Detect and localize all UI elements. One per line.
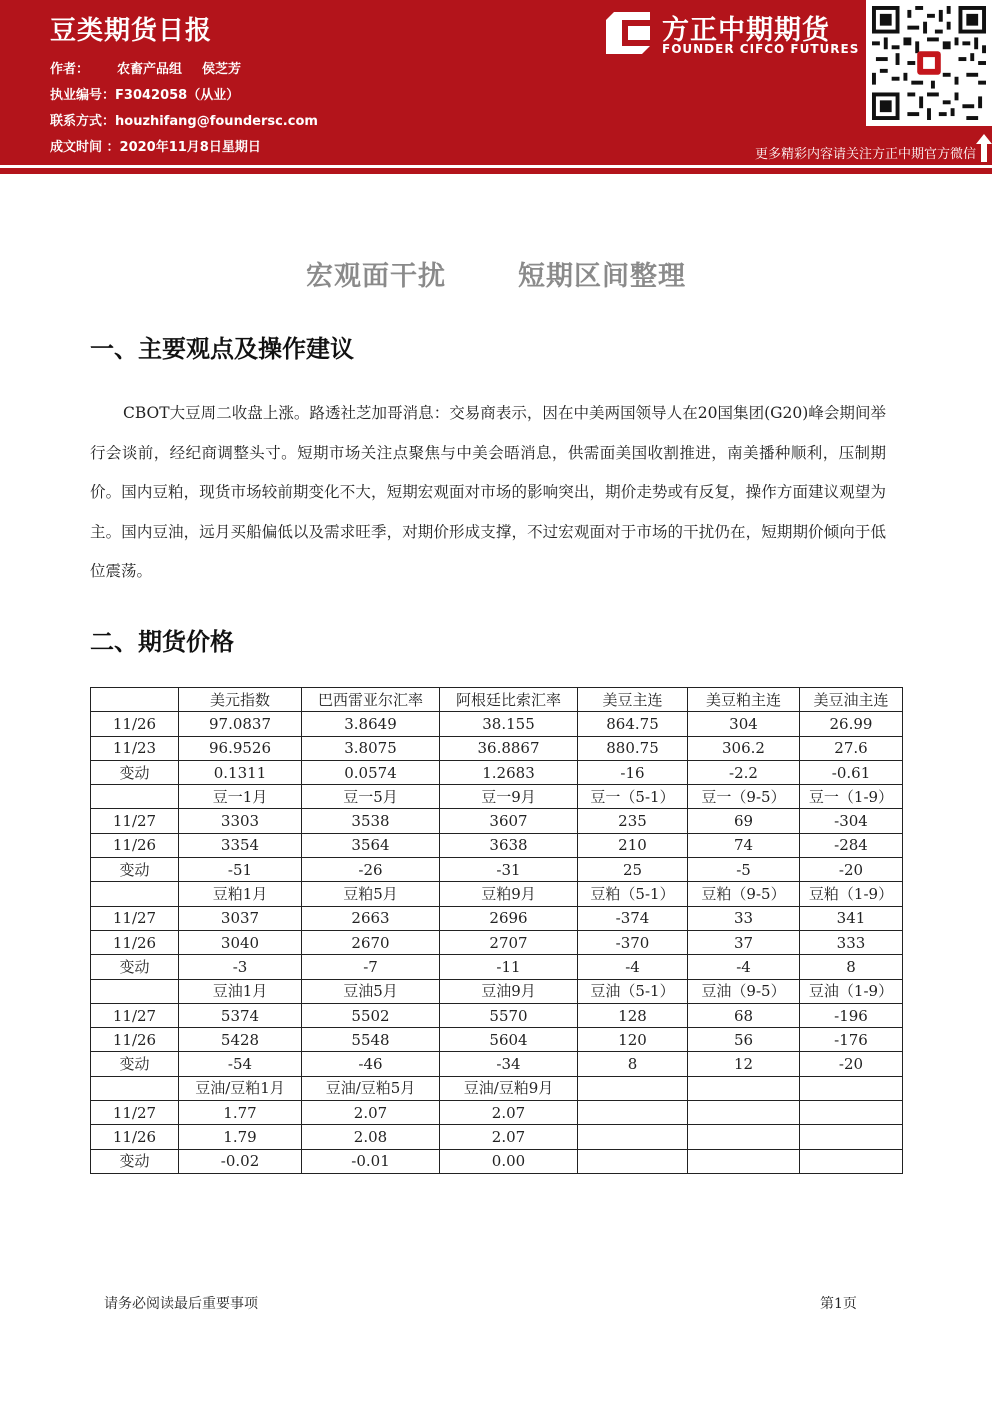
table-cell: 豆粕5月 xyxy=(302,882,440,906)
row-label-cell: 11/26 xyxy=(91,1028,179,1052)
table-cell xyxy=(800,1149,903,1173)
row-label-cell xyxy=(91,688,179,712)
header-divider xyxy=(0,165,992,174)
table-cell: 豆油/豆粕5月 xyxy=(302,1076,440,1100)
table-row xyxy=(91,736,903,760)
row-label-cell: 变动 xyxy=(91,955,179,979)
market-commentary-paragraph: CBOT大豆周二收盘上涨。路透社芝加哥消息：交易商表示，因在中美两国领导人在20国集团(G20)峰会期间举行会谈前，经纪商调整头寸。短期市场关注点聚焦与中美会晤消息，供需面美国收割推进，南美播种顺利，压制期价。国内豆粕，现货市场较前期变化不大，短期宏观面对市场的影响突出，期价走势或有反复，操作方面建议观望为主。国内豆油，远月买船偏低以及需求旺季，对期价形成支撑，不过宏观面对于市场的干扰仍在，短期期价倾向于低位震荡。 xyxy=(90,404,886,580)
table-row xyxy=(91,1003,903,1027)
table-row xyxy=(91,1101,903,1125)
table-cell: -304 xyxy=(800,809,903,833)
table-cell: -2.2 xyxy=(688,760,800,784)
date-value: 2020年11月8日星期日 xyxy=(119,140,261,155)
wechat-qr-code[interactable] xyxy=(866,0,992,126)
table-cell: -11 xyxy=(440,955,578,979)
table-row xyxy=(91,1052,903,1076)
table-cell xyxy=(578,1149,688,1173)
table-cell: 333 xyxy=(800,930,903,954)
table-cell: 880.75 xyxy=(578,736,688,760)
contact-label: 联系方式： xyxy=(50,114,116,129)
table-cell: 27.6 xyxy=(800,736,903,760)
table-cell: 5374 xyxy=(179,1003,302,1027)
table-cell xyxy=(800,1125,903,1149)
table-cell: 306.2 xyxy=(688,736,800,760)
table-cell: 豆油1月 xyxy=(179,979,302,1003)
table-cell: 2707 xyxy=(440,930,578,954)
row-label-cell: 11/27 xyxy=(91,1003,179,1027)
page-number: 第1页 xyxy=(820,1296,857,1312)
row-label-cell xyxy=(91,979,179,1003)
table-cell: 3037 xyxy=(179,906,302,930)
section-heading-views: 一、主要观点及操作建议 xyxy=(90,335,354,363)
table-cell: -16 xyxy=(578,760,688,784)
section-heading-prices: 二、期货价格 xyxy=(90,628,234,656)
row-label-cell: 变动 xyxy=(91,858,179,882)
logo-english-name: FOUNDER CIFCO FUTURES xyxy=(662,42,860,56)
row-label-cell xyxy=(91,785,179,809)
table-cell: -20 xyxy=(800,1052,903,1076)
table-cell: 豆油9月 xyxy=(440,979,578,1003)
table-cell: 豆粕9月 xyxy=(440,882,578,906)
row-label-cell: 变动 xyxy=(91,1149,179,1173)
table-cell: 3607 xyxy=(440,809,578,833)
row-label-cell xyxy=(91,1076,179,1100)
table-cell: 豆一1月 xyxy=(179,785,302,809)
table-row xyxy=(91,1125,903,1149)
row-label-cell xyxy=(91,882,179,906)
row-label-cell: 变动 xyxy=(91,760,179,784)
date-row xyxy=(50,136,261,155)
arrow-up-icon xyxy=(976,134,992,162)
table-cell: 豆油（5-1） xyxy=(578,979,688,1003)
table-cell: 美元指数 xyxy=(179,688,302,712)
table-cell: -26 xyxy=(302,858,440,882)
row-label-cell: 11/26 xyxy=(91,1125,179,1149)
table-cell: 豆油（9-5） xyxy=(688,979,800,1003)
table-cell: 美豆粕主连 xyxy=(688,688,800,712)
table-row xyxy=(91,979,903,1003)
table-cell: -31 xyxy=(440,858,578,882)
table-cell: -0.02 xyxy=(179,1149,302,1173)
table-cell: -284 xyxy=(800,833,903,857)
table-cell: 美豆油主连 xyxy=(800,688,903,712)
table-cell: -370 xyxy=(578,930,688,954)
table-cell: -5 xyxy=(688,858,800,882)
table-row xyxy=(91,930,903,954)
contact-row xyxy=(50,110,318,129)
table-cell: -34 xyxy=(440,1052,578,1076)
table-cell: 5604 xyxy=(440,1028,578,1052)
table-row xyxy=(91,712,903,736)
table-cell: -176 xyxy=(800,1028,903,1052)
table-cell xyxy=(688,1076,800,1100)
table-cell: 74 xyxy=(688,833,800,857)
table-cell: -4 xyxy=(688,955,800,979)
table-row xyxy=(91,1028,903,1052)
table-cell: 25 xyxy=(578,858,688,882)
table-cell: 37 xyxy=(688,930,800,954)
table-cell: 5502 xyxy=(302,1003,440,1027)
table-cell: 341 xyxy=(800,906,903,930)
futures-price-table xyxy=(90,687,903,1174)
table-cell: 2.07 xyxy=(302,1101,440,1125)
qr-code-icon xyxy=(872,6,986,120)
row-label-cell: 11/27 xyxy=(91,1101,179,1125)
row-label-cell: 11/27 xyxy=(91,809,179,833)
table-cell: 304 xyxy=(688,712,800,736)
table-cell: -4 xyxy=(578,955,688,979)
table-row xyxy=(91,1149,903,1173)
report-title: 豆类期货日报 xyxy=(50,16,213,46)
table-cell: 69 xyxy=(688,809,800,833)
table-cell xyxy=(578,1101,688,1125)
table-cell: 68 xyxy=(688,1003,800,1027)
table-cell: 3538 xyxy=(302,809,440,833)
table-cell: 864.75 xyxy=(578,712,688,736)
logo-chinese-name: 方正中期期货 xyxy=(662,15,830,46)
table-cell: 3040 xyxy=(179,930,302,954)
table-cell: 2.08 xyxy=(302,1125,440,1149)
table-cell: 5570 xyxy=(440,1003,578,1027)
table-cell: 0.00 xyxy=(440,1149,578,1173)
table-cell xyxy=(800,1076,903,1100)
table-cell: 豆一9月 xyxy=(440,785,578,809)
table-cell: -54 xyxy=(179,1052,302,1076)
table-cell: 3303 xyxy=(179,809,302,833)
table-cell: 210 xyxy=(578,833,688,857)
table-row xyxy=(91,833,903,857)
table-row xyxy=(91,858,903,882)
table-cell: -46 xyxy=(302,1052,440,1076)
table-row xyxy=(91,760,903,784)
table-cell: 豆油5月 xyxy=(302,979,440,1003)
table-cell: 0.1311 xyxy=(179,760,302,784)
table-cell: 5548 xyxy=(302,1028,440,1052)
row-label-cell: 11/26 xyxy=(91,930,179,954)
row-label-cell: 11/27 xyxy=(91,906,179,930)
license-row xyxy=(50,84,239,103)
table-cell: 3638 xyxy=(440,833,578,857)
footer-notice: 请务必阅读最后重要事项 xyxy=(104,1296,258,1312)
table-cell: 豆油/豆粕1月 xyxy=(179,1076,302,1100)
table-row xyxy=(91,1076,903,1100)
license-label: 执业编号： xyxy=(50,88,116,103)
author-group: 农畜产品组 xyxy=(117,62,183,77)
table-cell: -3 xyxy=(179,955,302,979)
table-cell: 235 xyxy=(578,809,688,833)
table-cell: 美豆主连 xyxy=(578,688,688,712)
table-cell xyxy=(578,1125,688,1149)
contact-email[interactable]: houzhifang@foundersc.com xyxy=(115,114,318,129)
table-cell: -374 xyxy=(578,906,688,930)
table-row xyxy=(91,809,903,833)
table-cell: 豆粕1月 xyxy=(179,882,302,906)
row-label-cell: 变动 xyxy=(91,1052,179,1076)
table-cell: 2663 xyxy=(302,906,440,930)
author-label: 作者： xyxy=(50,62,90,77)
row-label-cell: 11/26 xyxy=(91,833,179,857)
table-cell: 5428 xyxy=(179,1028,302,1052)
table-cell: -0.01 xyxy=(302,1149,440,1173)
author-name: 侯芝芳 xyxy=(202,62,242,77)
table-cell: 1.77 xyxy=(179,1101,302,1125)
table-cell: 1.2683 xyxy=(440,760,578,784)
row-label-cell: 11/23 xyxy=(91,736,179,760)
table-cell: 豆一（5-1） xyxy=(578,785,688,809)
table-cell: 12 xyxy=(688,1052,800,1076)
table-cell xyxy=(688,1125,800,1149)
table-cell xyxy=(800,1101,903,1125)
table-cell: 128 xyxy=(578,1003,688,1027)
table-cell: 97.0837 xyxy=(179,712,302,736)
table-cell: 3.8075 xyxy=(302,736,440,760)
table-cell: 2670 xyxy=(302,930,440,954)
table-cell: 豆粕（1-9） xyxy=(800,882,903,906)
table-cell: 56 xyxy=(688,1028,800,1052)
table-row xyxy=(91,955,903,979)
table-cell: 豆粕（9-5） xyxy=(688,882,800,906)
table-cell: -51 xyxy=(179,858,302,882)
company-logo xyxy=(604,10,864,60)
author-row xyxy=(50,58,241,77)
table-cell: 2.07 xyxy=(440,1125,578,1149)
subtitle-part2: 短期区间整理 xyxy=(518,261,686,292)
table-cell: 豆一5月 xyxy=(302,785,440,809)
table-row xyxy=(91,785,903,809)
founder-logo-icon xyxy=(604,10,652,56)
table-cell: 8 xyxy=(800,955,903,979)
table-cell: 豆油（1-9） xyxy=(800,979,903,1003)
license-value: F3042058（从业） xyxy=(115,88,240,103)
table-cell: 26.99 xyxy=(800,712,903,736)
table-cell xyxy=(688,1101,800,1125)
table-cell: 豆一（1-9） xyxy=(800,785,903,809)
follow-wechat-text: 更多精彩内容请关注方正中期官方微信 xyxy=(754,147,976,162)
table-cell: 120 xyxy=(578,1028,688,1052)
table-cell: -7 xyxy=(302,955,440,979)
report-header xyxy=(0,0,992,165)
table-cell: 豆一（9-5） xyxy=(688,785,800,809)
table-cell: 1.79 xyxy=(179,1125,302,1149)
table-cell: 3564 xyxy=(302,833,440,857)
table-cell: 豆油/豆粕9月 xyxy=(440,1076,578,1100)
table-cell: 阿根廷比索汇率 xyxy=(440,688,578,712)
subtitle-part1: 宏观面干扰 xyxy=(306,261,446,292)
table-cell: 33 xyxy=(688,906,800,930)
table-cell: 3.8649 xyxy=(302,712,440,736)
table-cell: 0.0574 xyxy=(302,760,440,784)
date-label: 成文时间 ： xyxy=(50,140,120,155)
report-subtitle xyxy=(0,254,992,293)
table-cell xyxy=(578,1076,688,1100)
table-cell: 2696 xyxy=(440,906,578,930)
table-cell: -20 xyxy=(800,858,903,882)
table-cell: 96.9526 xyxy=(179,736,302,760)
table-cell: 8 xyxy=(578,1052,688,1076)
table-cell: 豆粕（5-1） xyxy=(578,882,688,906)
table-cell: 36.8867 xyxy=(440,736,578,760)
table-cell: 巴西雷亚尔汇率 xyxy=(302,688,440,712)
table-row xyxy=(91,688,903,712)
table-cell: 38.155 xyxy=(440,712,578,736)
table-cell: 3354 xyxy=(179,833,302,857)
table-cell xyxy=(688,1149,800,1173)
table-row xyxy=(91,882,903,906)
row-label-cell: 11/26 xyxy=(91,712,179,736)
table-row xyxy=(91,906,903,930)
table-cell: 2.07 xyxy=(440,1101,578,1125)
table-cell: -0.61 xyxy=(800,760,903,784)
table-cell: -196 xyxy=(800,1003,903,1027)
